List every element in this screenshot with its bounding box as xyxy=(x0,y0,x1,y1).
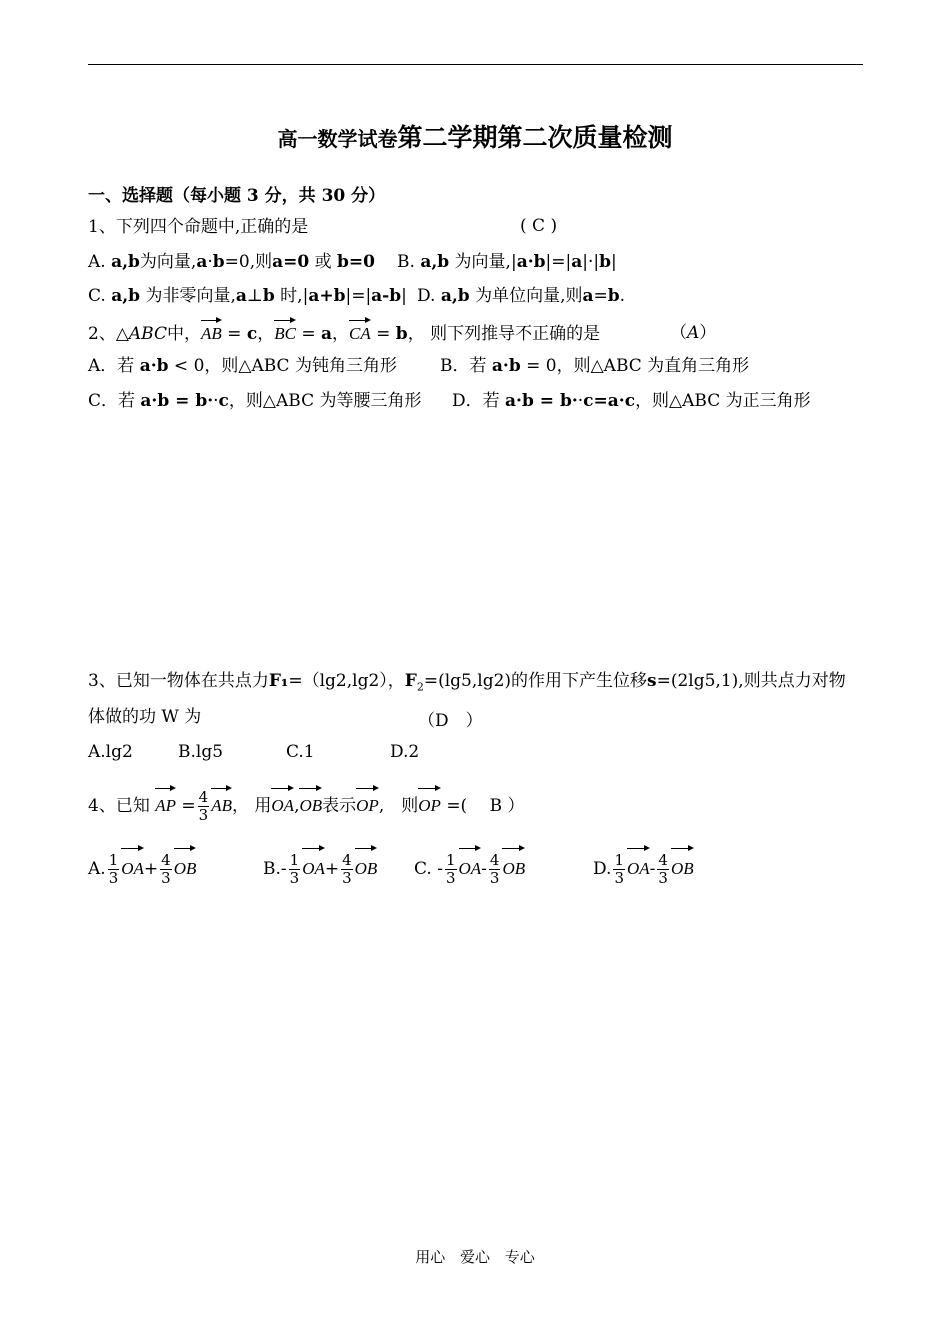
q1-text: 1、下列四个命题中,正确的是 xyxy=(88,217,309,237)
q3-t1: 3、已知一物体在共点力 xyxy=(88,671,269,691)
q3-t2: =（lg2,lg2）， xyxy=(288,671,405,691)
q1c-v3: b xyxy=(262,286,275,306)
frac-num: 4 xyxy=(489,851,500,869)
q4-option-label: A. xyxy=(88,859,106,879)
q4-eq: = xyxy=(181,796,196,816)
q2d-dot: · xyxy=(577,391,584,411)
q3-option-b: B.lg5 xyxy=(178,742,224,762)
q1-answer: ( C ) xyxy=(520,216,558,236)
q1c-t3: 时,| xyxy=(280,286,309,306)
q3-line2: 体做的功 W 为 xyxy=(88,707,202,727)
q2c-v3: c xyxy=(218,391,229,411)
q4-option-op: + xyxy=(324,859,340,879)
q3-f1: F₁ xyxy=(268,671,289,691)
q1c-v4: a+b xyxy=(308,286,346,306)
q2c-dot: · xyxy=(213,391,219,411)
title-main: 第二学期第二次质量检测 xyxy=(397,123,673,152)
q2-abc: ABC xyxy=(128,324,167,344)
page-title xyxy=(0,118,950,154)
q1b-t1: 为向量,| xyxy=(454,252,517,272)
q4-option-frac2 xyxy=(489,852,501,887)
frac-num: 1 xyxy=(614,851,624,869)
q2d-rest: ，则△ABC 为正三角形 xyxy=(635,391,811,411)
q2c-label: C．若 xyxy=(88,391,136,411)
q1a-v4: a=0 xyxy=(272,252,310,272)
question-2-stem xyxy=(88,318,600,345)
vector-ab: AB xyxy=(201,318,222,345)
frac-den: 3 xyxy=(161,869,171,887)
q1a-v3: b xyxy=(212,252,225,272)
q4-option-b xyxy=(263,846,377,887)
q2-answer-close: ） xyxy=(699,323,717,343)
q1b-v4: b xyxy=(599,252,611,272)
q1b-v3: a xyxy=(571,252,583,272)
q1d-v3: b xyxy=(607,286,620,306)
question-1-stem xyxy=(88,216,308,238)
frac-den: 3 xyxy=(658,869,668,887)
q4-option-frac1 xyxy=(289,852,301,887)
q2-answer-letter: A xyxy=(687,323,700,343)
frac-den: 3 xyxy=(614,869,624,887)
footer-item-3: 专心 xyxy=(504,1248,535,1266)
q4-teq: =( xyxy=(446,796,468,816)
q3-s: s xyxy=(647,671,657,691)
frac-den: 3 xyxy=(342,869,352,887)
q2-mid: 中， xyxy=(166,324,201,344)
q1c-v5: a-b xyxy=(371,286,402,306)
q2-prefix: 2、△ xyxy=(88,324,129,344)
q1a-t1: 为向量, xyxy=(139,252,197,272)
q4-option-c xyxy=(414,846,525,887)
q1c-t5: | xyxy=(401,286,407,306)
q2-tail: 则下列推导不正确的是 xyxy=(430,324,601,344)
q4-tcomma: , xyxy=(294,796,300,816)
q2a-label: A．若 xyxy=(88,356,135,376)
frac-num: 1 xyxy=(108,851,119,869)
q1b-t3: |·| xyxy=(582,252,600,272)
frac-den: 3 xyxy=(108,869,119,887)
vector-op: OP xyxy=(356,786,379,821)
frac-den: 3 xyxy=(289,869,300,887)
q2-val3: b xyxy=(395,324,408,344)
vector-oa: OA xyxy=(459,846,482,887)
q2d-label: D．若 xyxy=(452,391,500,411)
q1d-t1: 为单位向量,则 xyxy=(475,286,583,306)
vector-ap: AP xyxy=(155,786,176,821)
q2-option-b xyxy=(440,355,749,377)
q2-eq3: = xyxy=(376,324,391,344)
q2-answer-open: （ xyxy=(670,323,687,343)
vector-ob: OB xyxy=(502,846,525,887)
q4-option-frac1 xyxy=(108,852,120,887)
q1-option-b xyxy=(397,251,617,273)
q2-eq1: = xyxy=(227,324,242,344)
vector-op-2: OP xyxy=(418,786,441,821)
q3-option-a: A.lg2 xyxy=(88,742,133,762)
q2c-rest: ，则△ABC 为等腰三角形 xyxy=(228,391,422,411)
q4-frac-n: 4 xyxy=(198,788,209,806)
vector-bc: BC xyxy=(274,318,296,345)
q4-close: ） xyxy=(507,796,525,816)
q1a-v5: b=0 xyxy=(337,252,375,272)
q4-represent: 表示 xyxy=(322,796,357,816)
q2-eq2: = xyxy=(301,324,316,344)
q1a-t4: 或 xyxy=(314,252,332,272)
frac-num: 4 xyxy=(161,851,171,869)
frac-den: 3 xyxy=(445,869,456,887)
q4-option-frac1 xyxy=(613,852,625,887)
q1-option-c xyxy=(88,285,407,307)
q1c-v1: a,b xyxy=(111,286,141,306)
q3-answer: （D ） xyxy=(418,711,483,731)
frac-num: 4 xyxy=(342,851,352,869)
vector-ab-q4: AB xyxy=(211,786,232,821)
title-prefix: 高一数学试卷 xyxy=(277,127,398,151)
q2-sep2: ， xyxy=(332,324,349,344)
q1c-t4: |=| xyxy=(345,286,372,306)
q4-then: , 则 xyxy=(378,796,419,816)
q4-option-frac2 xyxy=(160,852,172,887)
q1-option-a xyxy=(88,251,375,273)
q4-option-label: C. - xyxy=(414,859,443,879)
q4-use: 用 xyxy=(254,796,272,816)
q2-val1: c xyxy=(246,324,258,344)
q4-fraction xyxy=(198,789,210,824)
footer-item-1: 用心 xyxy=(415,1248,446,1266)
q4-option-op: + xyxy=(143,859,159,879)
frac-num: 1 xyxy=(289,851,300,869)
q1b-v1: a,b xyxy=(420,252,450,272)
q2-val2: a xyxy=(320,324,332,344)
q4-option-label: D. xyxy=(593,859,612,879)
q2b-rest: = 0，则△ABC 为直角三角形 xyxy=(526,356,750,376)
q1c-v2: a xyxy=(235,286,247,306)
q4-option-op: - xyxy=(481,859,487,879)
q4-option-op: - xyxy=(649,859,656,879)
question-4-stem xyxy=(88,786,525,824)
q3-f2: F xyxy=(404,671,417,691)
q1b-t4: | xyxy=(610,252,617,272)
q1d-t2: = xyxy=(593,286,608,306)
q1d-v1: a,b xyxy=(440,286,470,306)
frac-den: 3 xyxy=(489,869,500,887)
section-heading: 一、选择题（每小题 3 分，共 30 分） xyxy=(88,186,386,206)
q1a-t2: · xyxy=(207,252,213,272)
q1b-t2: |=| xyxy=(545,252,572,272)
q1a-label: A. xyxy=(88,252,106,272)
q1b-label: B. xyxy=(397,252,415,272)
q1c-t1: 为非零向量, xyxy=(145,286,236,306)
vector-oa: OA xyxy=(121,846,144,887)
q2-option-a xyxy=(88,355,397,377)
q2d-expr: a·b = b· xyxy=(505,391,578,411)
q1a-v1: a,b xyxy=(111,252,140,272)
q3-option-c: C.1 xyxy=(286,742,315,762)
q4-option-a xyxy=(88,846,196,887)
q4-option-frac1 xyxy=(445,852,457,887)
q3-t3: =(lg5,lg2)的作用下产生位移 xyxy=(423,671,648,691)
q4-answer: B xyxy=(489,796,503,816)
vector-oa: OA xyxy=(271,786,294,821)
q1d-label: D. xyxy=(417,286,436,306)
q2a-rest: < 0，则△ABC 为钝角三角形 xyxy=(173,356,397,376)
q2-option-d xyxy=(452,390,811,412)
q4-option-frac2 xyxy=(341,852,353,887)
frac-num: 4 xyxy=(658,851,668,869)
q1b-v2: a·b xyxy=(516,252,546,272)
q3-f2-sub: 2 xyxy=(416,680,424,694)
q3-option-d: D.2 xyxy=(390,742,420,762)
q1d-v2: a xyxy=(582,286,594,306)
q2-sep1: ， xyxy=(257,324,275,344)
question-3-stem xyxy=(88,670,846,698)
vector-ca: CA xyxy=(349,318,371,345)
vector-ob: OB xyxy=(299,786,322,821)
q2b-label: B．若 xyxy=(440,356,487,376)
q2d-v3: c=a·c xyxy=(583,391,636,411)
vector-oa: OA xyxy=(302,846,325,887)
q2-sep3: ， xyxy=(407,324,425,344)
vector-oa: OA xyxy=(627,846,650,887)
q2a-expr: a·b xyxy=(139,356,169,376)
q2b-expr: a·b xyxy=(491,356,521,376)
q2-answer xyxy=(670,318,716,343)
vector-ob: OB xyxy=(355,846,378,887)
q1d-t3: . xyxy=(619,286,626,306)
frac-num: 1 xyxy=(445,851,456,869)
q2c-expr: a·b = b· xyxy=(140,391,214,411)
q2-option-c xyxy=(88,390,421,412)
q1c-t2: ⊥ xyxy=(246,286,263,306)
vector-ob: OB xyxy=(174,846,197,887)
page-footer xyxy=(0,1246,950,1267)
q1c-label: C. xyxy=(88,286,106,306)
q3-t4: =(2lg5,1),则共点力对物 xyxy=(656,671,846,691)
q1a-t3: =0,则 xyxy=(224,252,273,272)
q4-option-frac2 xyxy=(657,852,669,887)
q1-option-d xyxy=(417,285,625,307)
q4-prefix: 4、已知 xyxy=(88,796,150,816)
q4-frac-d: 3 xyxy=(198,806,209,824)
q4-option-d xyxy=(593,846,694,887)
header-rule xyxy=(88,64,863,65)
q1a-v2: a xyxy=(196,252,208,272)
footer-item-2: 爱心 xyxy=(459,1248,490,1266)
q4-comma: ， xyxy=(232,796,249,816)
vector-ob: OB xyxy=(671,846,694,887)
q4-option-label: B.- xyxy=(263,859,287,879)
